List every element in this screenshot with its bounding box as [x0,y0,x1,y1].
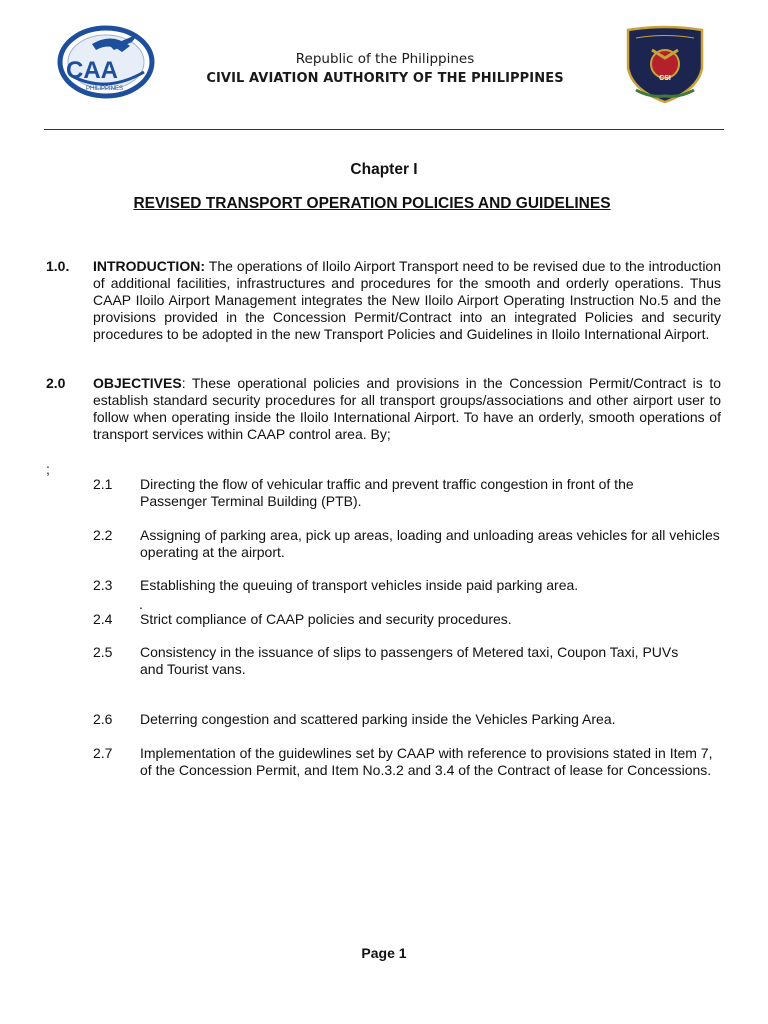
section-number-objectives: 2.0 [46,375,66,391]
list-item-number: 2.5 [93,644,113,660]
list-item-text: Strict compliance of CAAP policies and security procedures. [140,611,512,627]
document-title: REVISED TRANSPORT OPERATION POLICIES AND GUIDELINES [133,195,611,212]
list-item-text-continued: and Tourist vans. [140,661,246,677]
stray-dot: . [139,596,143,612]
list-item-text: Consistency in the issuance of slips to passengers of Metered taxi, Coupon Taxi, PUVs [140,644,679,660]
list-item-text: Deterring congestion and scattered parking inside the Vehicles Parking Area. [140,711,616,727]
list-item [93,711,721,728]
list-item-text: Establishing the queuing of transport vehicles inside paid parking area. [140,577,579,593]
list-item-number: 2.2 [93,527,113,543]
section-intro-body: The operations of Iloilo Airport Transport need to be revised due to the introduction of additional facilities, infrastructures and procedures for the smooth and orderly operations. Thus CAAP Iloilo Airport Management integrates the New Iloilo Airport Operating Instruction No.5 and the provisions provided in the Concession Permit/Contract into an integrated Policies and security procedures to be adopted in the new Transport Policies and Guidelines in Iloilo International Airport. [93,258,721,342]
list-item-number: 2.3 [93,577,113,593]
caap-logo-subtext: PHILIPPINES [86,86,124,92]
header-agency: CIVIL AVIATION AUTHORITY OF THE PHILIPPINES [206,71,564,86]
list-item-number: 2.7 [93,745,113,761]
list-item-number: 2.1 [93,476,113,492]
list-item [93,476,721,510]
list-item-number: 2.4 [93,611,113,627]
list-item [93,577,721,594]
page-number: Page 1 [361,945,407,961]
list-item-text: Assigning of parking area, pick up areas, loading and unloading areas vehicles for all vehicles operating at the airport. [140,527,720,560]
caap-logo-text: CAA [66,57,118,84]
list-item [93,611,721,628]
section-intro [93,258,721,343]
stray-semicolon: ; [46,461,50,477]
chapter-heading: Chapter I [350,161,418,178]
security-shield-logo [622,24,708,104]
section-intro-heading: INTRODUCTION: [93,258,205,274]
list-item [93,745,721,779]
list-item [93,527,721,561]
section-number-intro: 1.0. [46,258,70,274]
list-item-text: Directing the flow of vehicular traffic and prevent traffic congestion in front of the Passenger Terminal Building (PTB). [140,476,634,509]
section-objectives-body: : These operational policies and provisions in the Concession Permit/Contract is to establish standard security procedures for all transport groups/associations and other airport user to follow when operating inside the Iloilo International Airport. To have an orderly, smooth operations of transport services within CAAP control area. By; [93,375,721,442]
header-divider [44,129,724,130]
section-objectives [93,375,721,443]
caap-logo [52,24,156,102]
section-objectives-heading: OBJECTIVES [93,375,182,391]
list-item [93,644,721,678]
list-item-text: Implementation of the guidewlines set by CAAP with reference to provisions stated in Item 7, of the Concession Permit, and Item No.3.2 and 3.4 of the Contract of lease for Concessions. [140,745,713,778]
header-republic: Republic of the Philippines [295,51,475,67]
list-item-number: 2.6 [93,711,113,727]
shield-logo-text: CSI [659,75,671,82]
